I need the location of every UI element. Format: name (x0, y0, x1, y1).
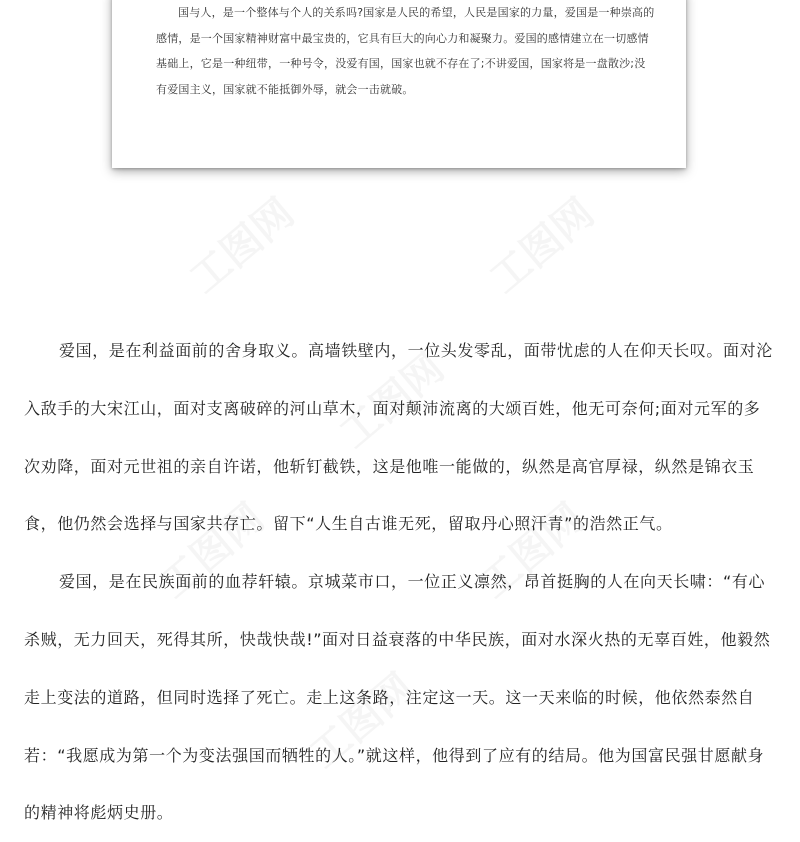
essay-paragraph-1: 爱国，是在利益面前的舍身取义。高墙铁壁内，一位头发零乱，面带忧虑的人在仰天长叹。面对沦入敌手的大宋江山，面对支离破碎的河山草木，面对颠沛流离的大颂百姓，他无可奈何;面对元军的多次劝降，面对元世祖的亲自许诺，他斩钉截铁，这是他唯一能做的，纵然是高官厚禄，纵然是锦衣玉食，他仍然会选择与国家共存亡。留下“人生自古谁无死，留取丹心照汗青”的浩然正气。 (24, 341, 773, 534)
quote-card (112, 0, 686, 168)
card-paragraph: 国与人，是一个整体与个人的关系吗?国家是人民的希望，人民是国家的力量，爱国是一种崇高的感情，是一个国家精神财富中最宝贵的，它具有巨大的向心力和凝聚力。爱国的感情建立在一切感情基础上，它是一种纽带，一种号令，没爱有国，国家也就不存在了;不讲爱国，国家将是一盘散沙;没有爱国主义，国家就不能抵御外辱，就会一击就破。 (156, 6, 655, 96)
watermark-4: 工图网 (151, 494, 273, 608)
watermark-6: 工图网 (301, 664, 423, 778)
watermark-5: 工图网 (471, 494, 593, 608)
watermark-2: 工图网 (481, 189, 603, 303)
essay-paragraph-2: 爱国，是在民族面前的血荐轩辕。京城菜市口，一位正义凛然，昂首挺胸的人在向天长啸：“有心杀贼，无力回天，死得其所，快哉快哉!”面对日益衰落的中华民族，面对水深火热的无辜百姓，他毅然走上变法的道路，但同时选择了死亡。走上这条路，注定这一天。这一天来临的时候，他依然泰然自若：“我愿成为第一个为变法强国而牺牲的人。”就这样，他得到了应有的结局。他为国富民强甘愿献身的精神将彪炳史册。 (24, 572, 771, 823)
essay-body (24, 322, 776, 842)
watermark-1: 工图网 (181, 189, 303, 303)
watermark-3: 工图网 (331, 344, 453, 458)
